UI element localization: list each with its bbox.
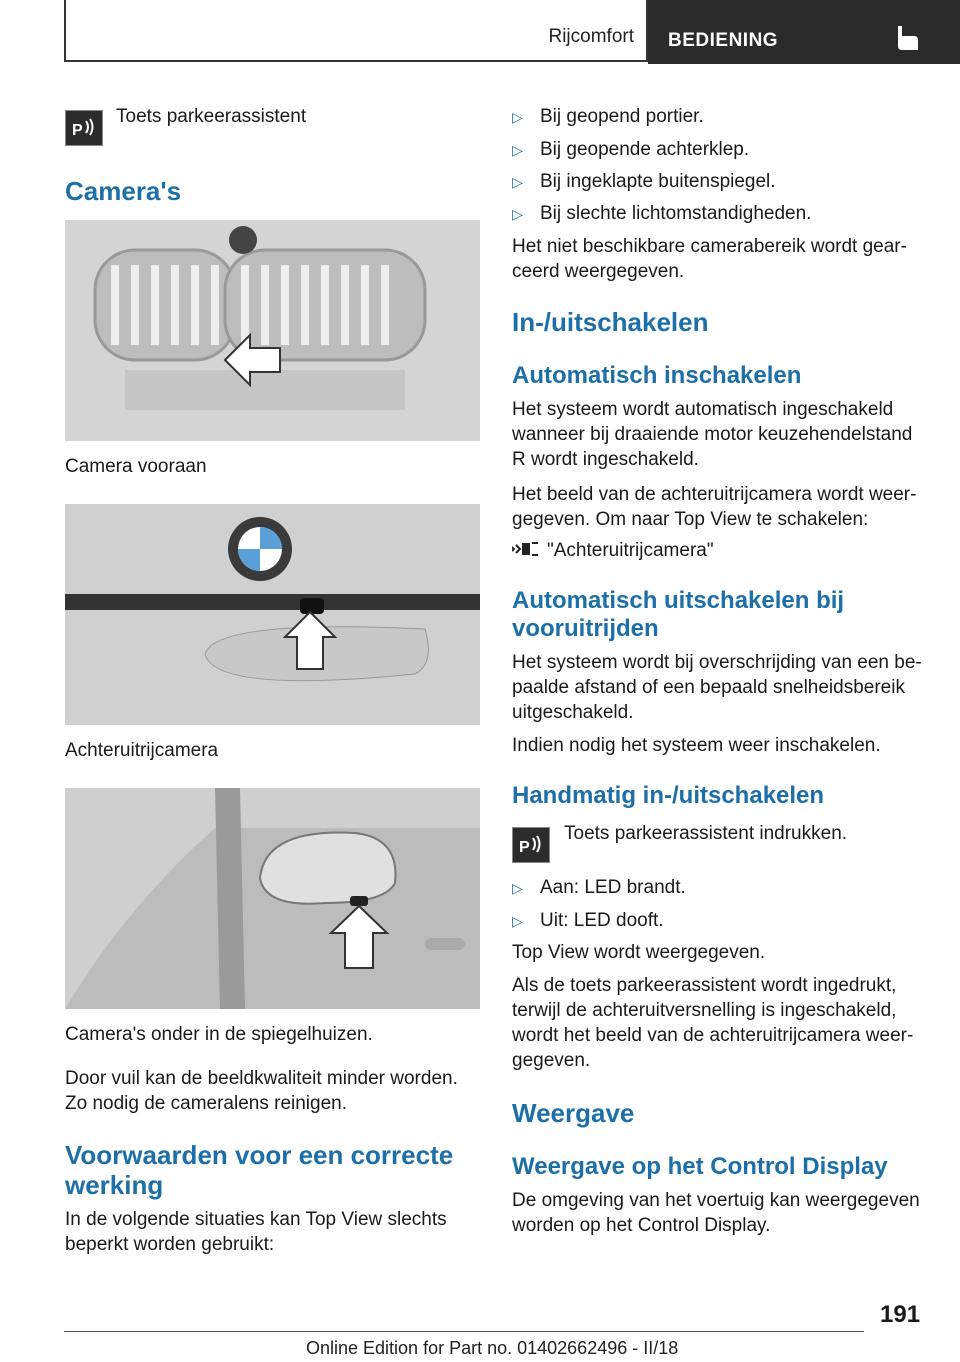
caption-mirror-cameras: Camera's onder in de spiegelhuizen. — [65, 1024, 373, 1045]
list-item: ▷ Bij ingeklapte buitenspiegel. — [512, 169, 776, 195]
park-assist-button-icon — [512, 827, 550, 863]
rear-camera-menu-icon — [512, 539, 540, 559]
control-display-text-line-1: De omgeving van het voertuig kan weergegeven — [512, 1190, 920, 1211]
cameras-heading: Camera's — [65, 176, 182, 206]
press-text-line-4: gegeven. — [512, 1050, 591, 1071]
control-display-heading: Weergave op het Control Display — [512, 1153, 888, 1180]
bullet-triangle-icon: ▷ — [512, 174, 523, 190]
bullet-triangle-icon: ▷ — [512, 109, 523, 125]
manual-heading: Handmatig in-/uitschakelen — [512, 782, 825, 809]
topview-text: Top View wordt weergegeven. — [512, 942, 766, 963]
rear-camera-photo — [65, 504, 480, 725]
list-item: ▷ Aan: LED brandt. — [512, 875, 686, 901]
mirror-camera-photo — [65, 788, 480, 1009]
auto-on-text-line-3: R wordt ingeschakeld. — [512, 449, 699, 470]
press-text-line-3: wordt het beeld van de achteruitrijcamera weer- — [512, 1025, 914, 1046]
conditions-text-line-1: In de volgende situaties kan Top View slechts — [65, 1209, 447, 1230]
auto-off-text-line-3: uitgeschakeld. — [512, 702, 634, 723]
header-section-title: Rijcomfort — [548, 26, 634, 47]
press-text-line-1: Als de toets parkeerassistent wordt ingedrukt, — [512, 975, 897, 996]
conditions-heading-line-2: werking — [65, 1170, 164, 1200]
caption-front-camera: Camera vooraan — [65, 456, 207, 477]
grey-area-text-line-1: Het niet beschikbare camerabereik wordt gear- — [512, 236, 907, 257]
grey-area-text-line-2: ceerd weergegeven. — [512, 261, 685, 282]
list-item: ▷ Bij geopende achterklep. — [512, 137, 749, 163]
intro-text: Toets parkeerassistent — [116, 106, 307, 127]
press-text-line-2: terwijl de achteruitversnelling is ingeschakeld, — [512, 1000, 897, 1021]
bullet-triangle-icon: ▷ — [512, 913, 523, 929]
front-camera-photo — [65, 220, 480, 441]
manual-text: Toets parkeerassistent indrukken. — [564, 823, 848, 844]
control-display-text-line-2: worden op het Control Display. — [512, 1215, 771, 1236]
park-assist-button-icon — [65, 110, 103, 146]
header-chapter-title: BEDIENING — [668, 30, 779, 51]
auto-off-text-line-2: paalde afstand of een bepaald snelheidsbereik — [512, 677, 905, 698]
display-heading: Weergave — [512, 1098, 635, 1128]
auto-off-text-line-1: Het systeem wordt bij overschrijding van een be- — [512, 652, 922, 673]
image-text-line-2: gegeven. Om naar Top View te schakelen: — [512, 509, 869, 530]
list-item: ▷ Bij geopend portier. — [512, 104, 704, 130]
bullet-triangle-icon: ▷ — [512, 206, 523, 222]
bullet-triangle-icon: ▷ — [512, 880, 523, 896]
menu-item-rear-camera: "Achteruitrijcamera" — [547, 540, 714, 561]
image-text-line-1: Het beeld van de achteruitrijcamera wordt weer- — [512, 484, 917, 505]
bullet-triangle-icon: ▷ — [512, 142, 523, 158]
page-header — [64, 0, 960, 64]
on-off-heading: In-/uitschakelen — [512, 307, 709, 337]
list-item: ▷ Bij slechte lichtomstandigheden. — [512, 201, 811, 227]
auto-on-text-line-1: Het systeem wordt automatisch ingeschakeld — [512, 399, 894, 420]
pointing-hand-icon — [894, 24, 920, 52]
conditions-text-line-2: beperkt worden gebruikt: — [65, 1234, 275, 1255]
auto-off-heading-line-2: vooruitrijden — [512, 615, 659, 642]
auto-on-text-line-2: wanneer bij draaiende motor keuzehendelstand — [512, 424, 913, 445]
reenable-text: Indien nodig het systeem weer inschakelen. — [512, 735, 881, 756]
header-section-box — [64, 0, 648, 62]
caption-rear-camera: Achteruitrijcamera — [65, 740, 219, 761]
auto-off-heading-line-1: Automatisch uitschakelen bij — [512, 587, 845, 614]
svg-text:P: P — [519, 839, 530, 856]
header-chapter-box — [648, 0, 960, 64]
svg-text:P: P — [72, 122, 83, 139]
list-item: ▷ Uit: LED dooft. — [512, 908, 664, 934]
dirt-text-line-1: Door vuil kan de beeldkwaliteit minder worden. — [65, 1068, 458, 1089]
footer-edition: Online Edition for Part no. 01402662496 - II/18 — [306, 1338, 679, 1358]
footer-divider — [64, 1331, 864, 1332]
dirt-text-line-2: Zo nodig de cameralens reinigen. — [65, 1093, 348, 1114]
page-number: 191 — [880, 1301, 921, 1328]
auto-on-heading: Automatisch inschakelen — [512, 362, 802, 389]
conditions-heading-line-1: Voorwaarden voor een correcte — [65, 1140, 454, 1170]
